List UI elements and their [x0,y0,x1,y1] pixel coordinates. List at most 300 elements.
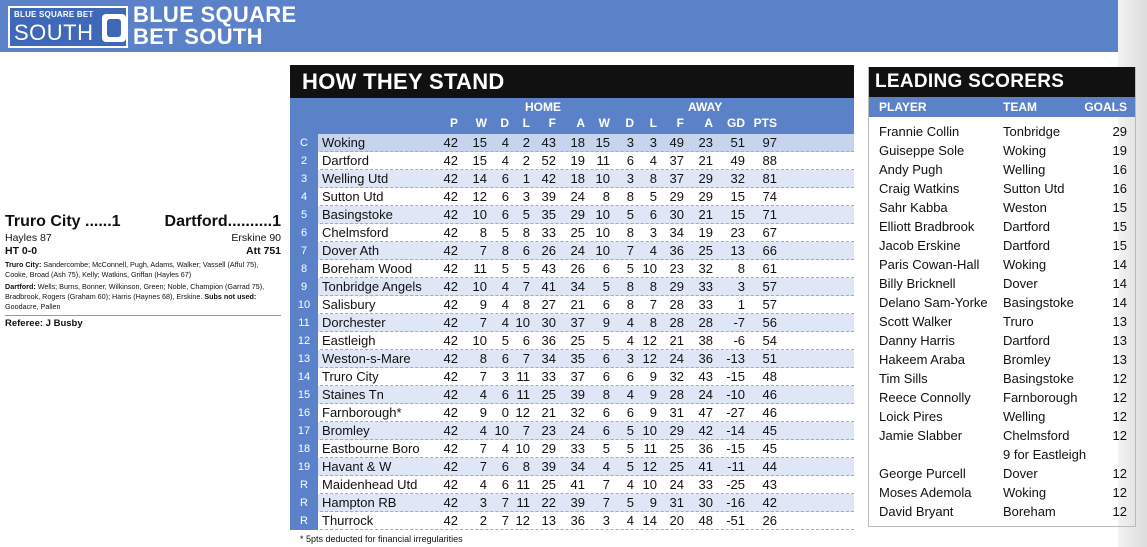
table-row [290,386,854,404]
stat-cell: 37 [669,171,684,186]
stat-cell: 39 [541,189,556,204]
team-name-cell: Welling Utd [322,171,389,186]
scorer-team: Dover [1003,276,1038,291]
stat-cell: 4 [626,477,634,492]
stat-cell: 7 [479,369,487,384]
scorer-goals: 15 [1112,219,1127,234]
away-scorer: Erskine 90 [231,232,281,244]
stat-cell: 51 [730,135,745,150]
stat-cell: 32 [730,171,745,186]
stat-cell: 10 [595,171,610,186]
stat-cell: 12 [515,513,530,528]
stat-cell: 12 [642,333,657,348]
scorer-row [869,141,1135,160]
stat-cell: 8 [501,243,509,258]
stat-cell: 29 [698,171,713,186]
stat-cell: 5 [522,261,530,276]
stat-cell: 24 [570,423,585,438]
position-cell: 7 [290,242,318,260]
scorer-player: Jamie Slabber [879,428,963,443]
stat-cell: 5 [626,495,634,510]
scorer-goals: 12 [1112,390,1127,405]
stat-cell: 41 [698,459,713,474]
table-row [290,458,854,476]
scorer-goals: 29 [1112,124,1127,139]
subs-text: Goodacre, Pallen [5,302,61,311]
stat-cell: 37 [570,369,585,384]
position-cell: 11 [290,314,318,332]
match-report [5,212,281,329]
stat-cell: 35 [570,351,585,366]
stat-cell: 71 [762,207,777,222]
scorers-line [5,232,281,245]
stat-cell: 6 [602,297,610,312]
stat-cell: 42 [443,243,458,258]
scorer-player: Tim Sills [879,371,928,386]
subs-label: Subs not used: [204,292,257,301]
position-cell: 6 [290,224,318,242]
stat-cell: -25 [726,477,745,492]
stat-cell: 5 [626,261,634,276]
team-name-cell: Bromley [322,423,370,438]
table-row [290,152,854,170]
scorer-row [869,407,1135,426]
home-lineup [5,260,281,280]
column-header: F [548,116,556,130]
away-lineup-text: Wells; Burns, Bonner, Wilkinson, Green; Noble, Champion (Garrad 75), Bradbrook, Rogers (Graham 60); Harris (Haynes 68), Erskine. [5,282,265,301]
stat-cell: 11 [516,387,530,402]
stat-cell: 9 [479,297,487,312]
stat-cell: 45 [762,423,777,438]
stat-cell: 8 [602,387,610,402]
team-name-cell: Weston-s-Mare [322,351,411,366]
score-line [5,212,281,232]
scorer-row [869,198,1135,217]
scorer-row [869,464,1135,483]
scorer-note: 9 for Eastleigh [1003,447,1087,462]
stat-cell: 18 [570,135,585,150]
stat-cell: 3 [649,135,657,150]
position-cell: 3 [290,170,318,188]
stat-cell: 22 [541,495,556,510]
stat-cell: 46 [762,387,777,402]
scorer-row [869,331,1135,350]
stat-cell: 42 [443,207,458,222]
stat-cell: 32 [570,405,585,420]
stat-cell: 5 [626,207,634,222]
stat-cell: 9 [479,405,487,420]
position-cell: R [290,476,318,494]
stat-cell: 7 [626,243,634,258]
stat-cell: 12 [472,189,487,204]
team-name-cell: Dartford [322,153,369,168]
table-header [290,98,854,134]
column-header: P [449,116,458,130]
stat-cell: 14 [642,513,657,528]
scorer-goals: 12 [1112,409,1127,424]
stat-cell: 49 [730,153,745,168]
table-row [290,512,854,530]
scorer-goals: 14 [1112,276,1127,291]
scorer-team: Basingstoke [1003,371,1074,386]
scorer-row [869,217,1135,236]
stat-cell: 8 [626,297,634,312]
scorers-title: LEADING SCORERS [869,67,1135,97]
position-cell: 18 [290,440,318,458]
stat-cell: 10 [595,207,610,222]
team-name-cell: Hampton RB [322,495,397,510]
scorer-team: Bromley [1003,352,1051,367]
stat-cell: 34 [541,351,556,366]
stat-cell: 42 [443,423,458,438]
stat-cell: 42 [443,459,458,474]
stat-cell: 5 [602,333,610,348]
stat-cell: 10 [642,423,657,438]
stat-cell: 5 [626,423,634,438]
stat-cell: 74 [762,189,777,204]
stat-cell: 6 [522,333,530,348]
stat-cell: 8 [649,315,657,330]
stat-cell: 42 [443,477,458,492]
stat-cell: 28 [669,315,684,330]
column-header: A [704,116,713,130]
stat-cell: 6 [626,405,634,420]
stat-cell: 43 [541,261,556,276]
stat-cell: 10 [595,225,610,240]
stat-cell: 28 [698,315,713,330]
stat-cell: 5 [626,459,634,474]
stat-cell: 42 [762,495,777,510]
stat-cell: 5 [522,207,530,222]
stat-cell: 43 [541,135,556,150]
stat-cell: 6 [501,459,509,474]
scorer-player: Jacob Erskine [879,238,961,253]
stat-cell: 81 [762,171,777,186]
table-row [290,350,854,368]
position-cell: 5 [290,206,318,224]
scorer-row [869,255,1135,274]
scorer-team: Welling [1003,162,1046,177]
stat-cell: 7 [479,459,487,474]
scorer-goals: 15 [1112,200,1127,215]
stat-cell: -6 [733,333,745,348]
table-row [290,404,854,422]
stat-cell: 47 [698,405,713,420]
column-header: D [500,116,509,130]
stat-cell: 8 [522,225,530,240]
stat-cell: 6 [501,387,509,402]
stat-cell: 36 [698,351,713,366]
scorer-row [869,274,1135,293]
stat-cell: 42 [443,441,458,456]
table-row [290,368,854,386]
stat-cell: 6 [501,189,509,204]
away-group-header: AWAY [688,100,723,114]
badge-icon [102,14,126,42]
team-name-cell: Basingstoke [322,207,393,222]
scorer-player: Paris Cowan-Hall [879,257,980,272]
stat-cell: 4 [626,387,634,402]
stat-cell: 6 [626,153,634,168]
stat-cell: 9 [649,405,657,420]
position-cell: R [290,494,318,512]
table-row [290,314,854,332]
stat-cell: 33 [698,297,713,312]
stat-cell: 3 [649,225,657,240]
stat-cell: 4 [626,333,634,348]
stat-cell: 14 [472,171,487,186]
stat-cell: 33 [698,279,713,294]
position-cell: 8 [290,260,318,278]
stat-cell: 21 [698,207,713,222]
stat-cell: 29 [541,441,556,456]
scorer-goals: 15 [1112,238,1127,253]
stat-cell: 4 [649,243,657,258]
stat-cell: 3 [626,135,634,150]
stat-cell: 11 [596,153,610,168]
scorer-player: Guiseppe Sole [879,143,965,158]
position-cell: 13 [290,350,318,368]
stat-cell: 32 [698,261,713,276]
scorer-row [869,312,1135,331]
stat-cell: 6 [602,369,610,384]
stat-cell: 38 [698,333,713,348]
scorer-goals: 14 [1112,295,1127,310]
scorer-player: Billy Bricknell [879,276,956,291]
stat-cell: -14 [726,423,745,438]
stat-cell: 10 [472,333,487,348]
stat-cell: 21 [541,405,556,420]
stat-cell: 41 [541,279,556,294]
stat-cell: 33 [541,369,556,384]
stat-cell: 4 [602,459,610,474]
stat-cell: 42 [698,423,713,438]
scorer-team: Woking [1003,485,1047,500]
scorer-player: Moses Ademola [879,485,972,500]
team-name-cell: Eastleigh [322,333,376,348]
scorer-player: Loick Pires [879,409,943,424]
team-name-cell: Dover Ath [322,243,380,258]
home-group-header: HOME [525,100,561,114]
stat-cell: 7 [649,297,657,312]
stat-cell: 10 [472,207,487,222]
scorer-note-row [869,445,1135,464]
scorer-team: Dartford [1003,238,1050,253]
half-time-score: HT 0-0 [5,245,38,257]
column-header: GD [727,116,745,130]
stat-cell: 8 [602,189,610,204]
stat-cell: 41 [570,477,585,492]
scorer-goals: 14 [1112,257,1127,272]
team-name-cell: Tonbridge Angels [322,279,422,294]
stat-cell: 24 [669,351,684,366]
team-name-cell: Sutton Utd [322,189,384,204]
stat-cell: 15 [595,135,610,150]
position-cell: 15 [290,386,318,404]
goals-column-header: GOALS [1084,100,1127,114]
stat-cell: 29 [669,279,684,294]
scorer-player: George Purcell [879,466,966,481]
stat-cell: 0 [501,405,509,420]
stat-cell: 7 [522,279,530,294]
away-team-score: Dartford..........1 [164,213,281,230]
stat-cell: 8 [626,225,634,240]
stat-cell: 4 [649,153,657,168]
stat-cell: 34 [570,459,585,474]
stat-cell: 6 [501,207,509,222]
stat-cell: -15 [726,369,745,384]
stat-cell: -15 [726,441,745,456]
scorer-team: Dartford [1003,333,1050,348]
stat-cell: 97 [762,135,777,150]
team-name-cell: Staines Tn [322,387,384,402]
table-body [290,134,854,530]
stat-cell: 5 [501,261,509,276]
away-lineup [5,282,281,312]
scorer-player: Sahr Kabba [879,200,948,215]
scorer-goals: 12 [1112,371,1127,386]
stat-cell: 30 [541,315,556,330]
scorers-list [869,122,1135,521]
stat-cell: 42 [443,387,458,402]
stat-cell: 15 [730,189,745,204]
scorer-team: Dartford [1003,219,1050,234]
stat-cell: 30 [698,495,713,510]
stat-cell: 7 [602,477,610,492]
table-row [290,206,854,224]
stat-cell: 5 [649,189,657,204]
scorer-team: Woking [1003,143,1047,158]
scorer-player: David Bryant [879,504,954,519]
stat-cell: 2 [522,135,530,150]
table-row [290,476,854,494]
stat-cell: 7 [501,495,509,510]
stat-cell: -10 [726,387,745,402]
stat-cell: 12 [642,459,657,474]
stat-cell: 88 [762,153,777,168]
stat-cell: 3 [626,351,634,366]
stat-cell: 24 [669,477,684,492]
league-table [290,65,854,530]
scorer-player: Andy Pugh [879,162,943,177]
stat-cell: 57 [762,297,777,312]
column-header: PTS [753,116,777,130]
stat-cell: 7 [501,513,509,528]
scorer-goals: 12 [1112,504,1127,519]
stat-cell: -51 [726,513,745,528]
team-name-cell: Woking [322,135,366,150]
stat-cell: 11 [516,495,530,510]
stat-cell: 52 [541,153,556,168]
stat-cell: 4 [501,297,509,312]
scorer-row [869,502,1135,521]
stat-cell: 7 [522,351,530,366]
stat-cell: 7 [522,423,530,438]
stat-cell: -7 [733,315,745,330]
stat-cell: 4 [626,513,634,528]
stat-cell: 18 [570,171,585,186]
stat-cell: 28 [669,297,684,312]
stat-cell: -27 [726,405,745,420]
league-logo [8,6,128,48]
stat-cell: 21 [570,297,585,312]
stat-cell: 25 [669,441,684,456]
stat-cell: 42 [443,171,458,186]
stat-cell: 42 [443,279,458,294]
stat-cell: 48 [762,369,777,384]
stat-cell: 31 [669,495,684,510]
scorer-goals: 12 [1112,428,1127,443]
stat-cell: 26 [762,513,777,528]
team-name-cell: Dorchester [322,315,386,330]
banner-title: BLUE SQUARE BET SOUTH [133,2,297,49]
stat-cell: 42 [443,261,458,276]
team-name-cell: Eastbourne Boro [322,441,420,456]
scorer-player: Hakeem Araba [879,352,965,367]
home-scorer: Hayles 87 [5,232,52,244]
scorer-goals: 12 [1112,466,1127,481]
stat-cell: 6 [602,423,610,438]
stat-cell: 7 [602,495,610,510]
column-header: A [576,116,585,130]
stat-cell: 8 [479,225,487,240]
position-cell: 17 [290,422,318,440]
stat-cell: 21 [698,153,713,168]
stat-cell: 27 [541,297,556,312]
stat-cell: 39 [541,459,556,474]
stat-cell: 12 [515,405,530,420]
position-cell: R [290,512,318,530]
logo-big-text: SOUTH [14,20,94,45]
scorer-row [869,426,1135,445]
stat-cell: 28 [669,387,684,402]
scorer-goals: 12 [1112,485,1127,500]
scorer-row [869,388,1135,407]
logo-small-text: BLUE SQUARE BET [14,10,94,19]
stat-cell: 5 [626,441,634,456]
stat-cell: 1 [737,297,745,312]
scorer-goals: 13 [1112,314,1127,329]
stat-cell: 8 [737,261,745,276]
stat-cell: 3 [737,279,745,294]
stat-cell: 33 [698,477,713,492]
position-cell: 12 [290,332,318,350]
stat-cell: 3 [479,495,487,510]
scorer-row [869,236,1135,255]
stat-cell: 8 [649,279,657,294]
stat-cell: 23 [698,135,713,150]
stat-cell: 6 [626,369,634,384]
position-cell: 4 [290,188,318,206]
stat-cell: 29 [570,207,585,222]
stat-cell: -16 [726,495,745,510]
stat-cell: 54 [762,333,777,348]
stat-cell: 25 [570,333,585,348]
team-column-header: TEAM [1003,100,1037,114]
team-name-cell: Farnborough* [322,405,402,420]
stat-cell: 42 [443,351,458,366]
stat-cell: 8 [522,459,530,474]
scorer-team: Weston [1003,200,1047,215]
column-header: W [598,116,610,130]
stat-cell: 42 [443,135,458,150]
scorer-team: Tonbridge [1003,124,1061,139]
ht-att-line [5,245,281,258]
stat-cell: 19 [698,225,713,240]
stat-cell: 25 [698,243,713,258]
stat-cell: 5 [501,225,509,240]
stat-cell: 29 [669,423,684,438]
